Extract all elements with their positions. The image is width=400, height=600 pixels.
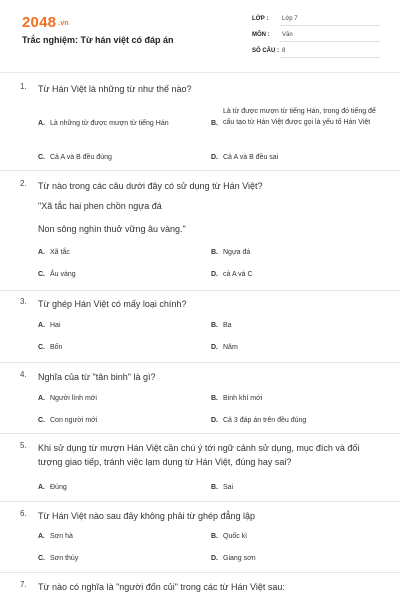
option-label: C. bbox=[38, 154, 45, 161]
option-text: cả A và C bbox=[223, 271, 253, 278]
option-text: Âu vàng bbox=[50, 271, 76, 278]
question-divider bbox=[0, 501, 400, 502]
page-header bbox=[0, 0, 400, 72]
meta-class-value: Lớp 7 bbox=[282, 16, 298, 22]
question-number: 4. bbox=[20, 370, 27, 379]
meta-count-label: SỐ CÂU : bbox=[252, 48, 279, 54]
option-text: Năm bbox=[223, 344, 238, 351]
option-text: Đúng bbox=[50, 484, 67, 491]
site-logo[interactable] bbox=[22, 14, 69, 31]
question-text: Từ ghép Hán Việt có mấy loại chính? bbox=[38, 299, 187, 309]
option-text: Con người mới bbox=[50, 417, 98, 424]
quiz-title: Trắc nghiệm: Từ hán việt có đáp án bbox=[22, 35, 174, 45]
meta-count-value: 8 bbox=[282, 48, 286, 54]
option-label: A. bbox=[38, 484, 45, 491]
option-label: A. bbox=[38, 249, 45, 256]
question-divider bbox=[0, 572, 400, 573]
quote-line-2: Non sông nghìn thuở vững âu vàng." bbox=[38, 224, 186, 234]
option-label: C. bbox=[38, 344, 45, 351]
option-text: Giang sơn bbox=[223, 555, 256, 562]
option-label: B. bbox=[211, 249, 218, 256]
question-number: 5. bbox=[20, 441, 27, 450]
question-text: Khi sử dụng từ mượn Hán Việt cần chú ý tới ngữ cảnh sử dụng, mục đích và đối tượng giao tiếp, tránh việc lạm dụng từ Hán Việt, đúng hay sai? bbox=[38, 443, 360, 467]
option-label: C. bbox=[38, 555, 45, 562]
meta-underline bbox=[280, 25, 380, 26]
option-text: Quốc kì bbox=[223, 533, 248, 540]
question-text: Nghĩa của từ "tân binh" là gì? bbox=[38, 372, 156, 382]
option-text: Là những từ được mượn từ tiếng Hán bbox=[50, 120, 169, 127]
question-number: 3. bbox=[20, 297, 27, 306]
option-text: Người lính mới bbox=[50, 395, 97, 402]
option-label: B. bbox=[211, 484, 218, 491]
option-text: Ba bbox=[223, 322, 232, 329]
logo-text: 2048 bbox=[22, 14, 57, 31]
option-label: A. bbox=[38, 120, 45, 127]
option-label: D. bbox=[211, 417, 218, 424]
option-label: D. bbox=[211, 154, 218, 161]
question-divider bbox=[0, 362, 400, 363]
logo-suffix: .vn bbox=[58, 19, 69, 27]
option-text: Sai bbox=[223, 484, 234, 491]
option-label: B. bbox=[211, 120, 218, 127]
meta-subject-label: MÔN : bbox=[252, 32, 270, 38]
option-text: Bốn bbox=[50, 344, 63, 351]
option-text: Xã tắc bbox=[50, 249, 70, 256]
question-number: 1. bbox=[20, 82, 27, 91]
option-text: Sơn thủy bbox=[50, 555, 79, 562]
option-text: Hai bbox=[50, 322, 61, 329]
option-label: D. bbox=[211, 344, 218, 351]
meta-subject-value: Văn bbox=[282, 32, 293, 38]
question-divider bbox=[0, 170, 400, 171]
meta-class-label: LỚP : bbox=[252, 16, 269, 22]
question-text: Từ Hán Việt nào sau đây không phải từ ghép đẳng lập bbox=[38, 511, 256, 521]
option-label: A. bbox=[38, 395, 45, 402]
option-label: D. bbox=[211, 271, 218, 278]
question-divider bbox=[0, 433, 400, 434]
option-text: Là từ được mượn từ tiếng Hán, trong đó tiếng để cấu tạo từ Hán Việt được gọi là yếu tố Hán Việt bbox=[223, 108, 376, 126]
header-divider bbox=[0, 72, 400, 73]
quote-line-1: "Xã tắc hai phen chồn ngựa đá bbox=[38, 201, 162, 211]
question-divider bbox=[0, 290, 400, 291]
option-label: B. bbox=[211, 533, 218, 540]
question-text: Từ Hán Việt là những từ như thế nào? bbox=[38, 84, 192, 94]
option-text: Cả A và B đều sai bbox=[223, 154, 279, 161]
option-text: Sơn hà bbox=[50, 533, 73, 540]
option-label: B. bbox=[211, 322, 218, 329]
meta-underline bbox=[280, 41, 380, 42]
option-label: A. bbox=[38, 322, 45, 329]
question-text: Từ nào có nghĩa là "người đốn củi" trong các từ Hán Việt sau: bbox=[38, 582, 285, 592]
option-text: Ngựa đá bbox=[223, 249, 251, 256]
option-label: D. bbox=[211, 555, 218, 562]
question-number: 7. bbox=[20, 580, 27, 589]
option-label: A. bbox=[38, 533, 45, 540]
option-label: B. bbox=[211, 395, 218, 402]
meta-underline bbox=[280, 57, 380, 58]
option-text: Cả A và B đều đúng bbox=[50, 154, 112, 161]
option-label: C. bbox=[38, 271, 45, 278]
option-label: C. bbox=[38, 417, 45, 424]
question-number: 6. bbox=[20, 509, 27, 518]
question-text: Từ nào trong các câu dưới đây có sử dụng từ Hán Việt? bbox=[38, 181, 263, 191]
question-number: 2. bbox=[20, 179, 27, 188]
option-text: Cả 3 đáp án trên đều đúng bbox=[223, 417, 307, 424]
option-text: Binh khí mới bbox=[223, 395, 263, 402]
